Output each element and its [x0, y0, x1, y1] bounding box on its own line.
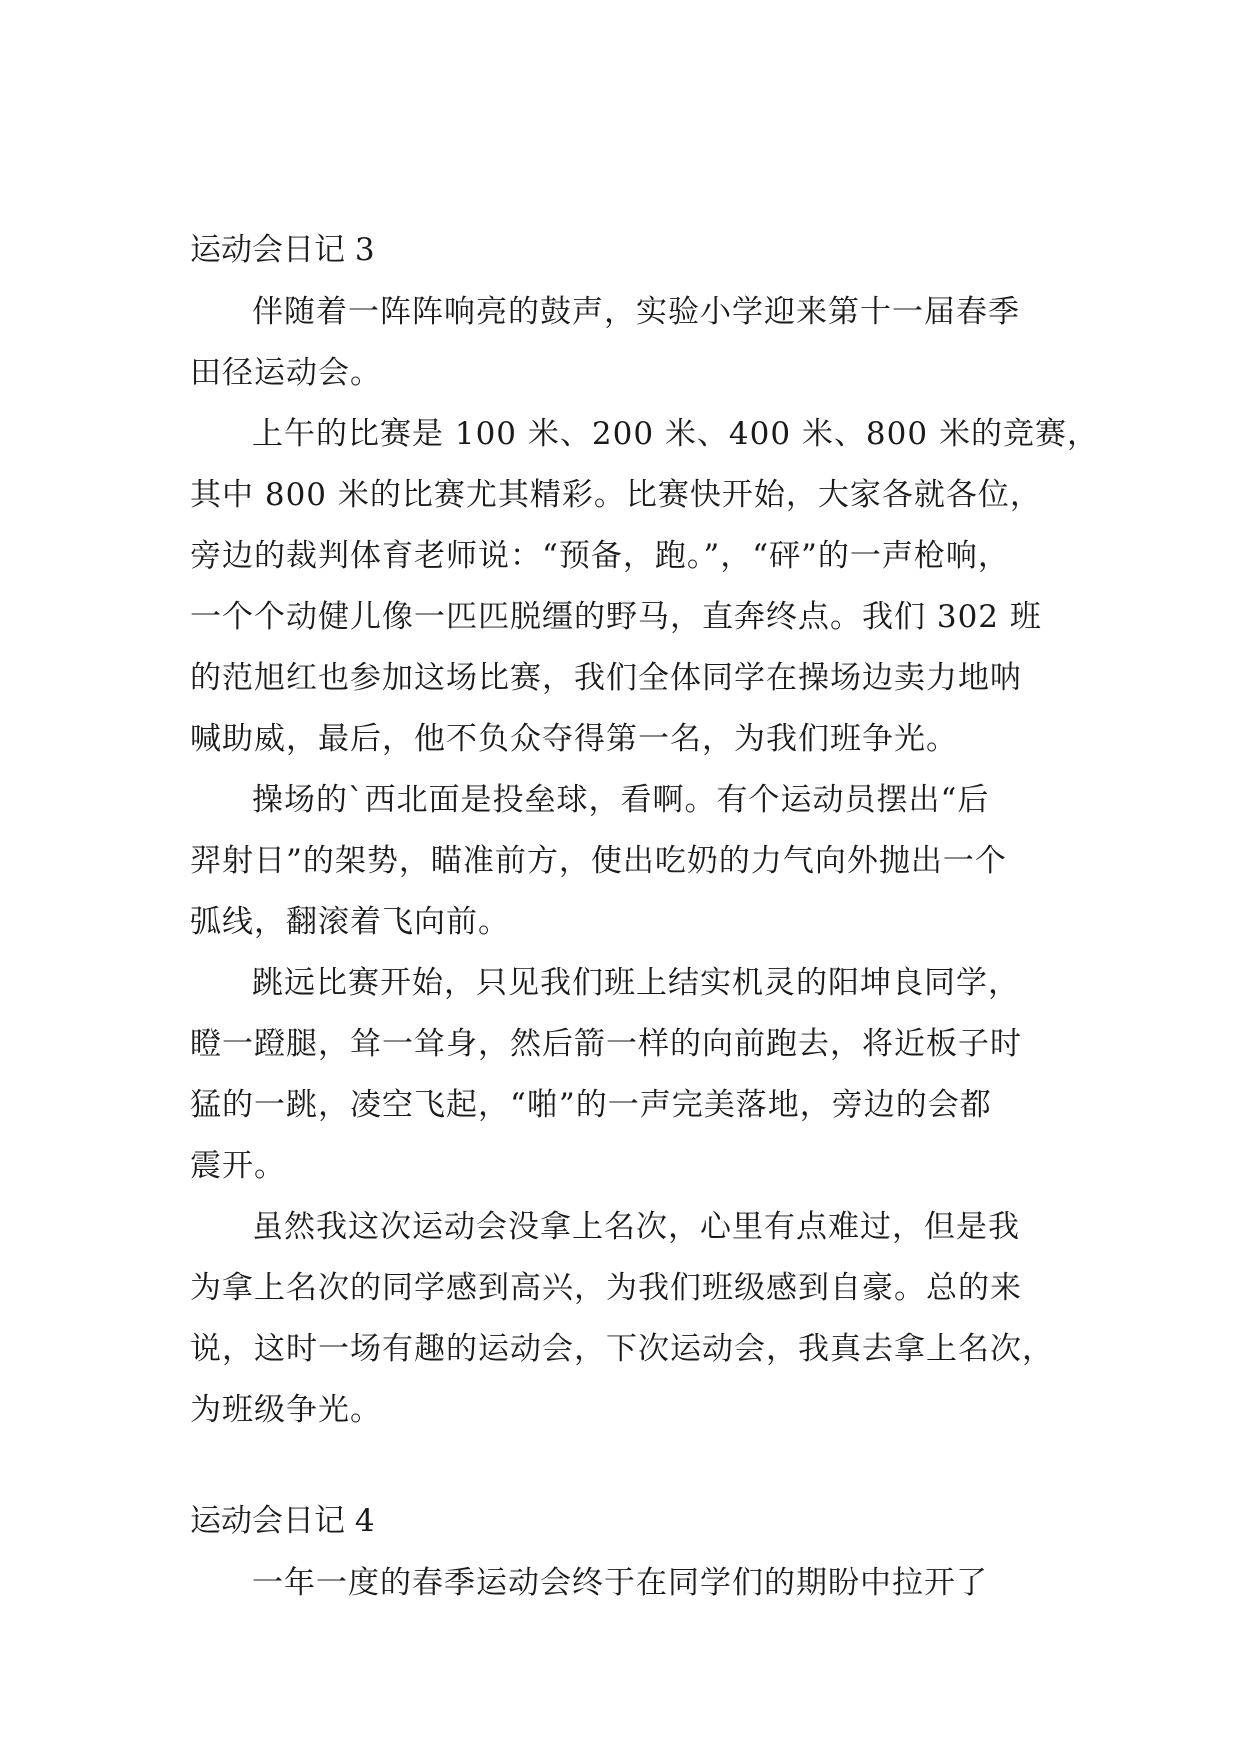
text-line: 瞪一蹬腿，耸一耸身，然后箭一样的向前跑去，将近板子时 — [190, 1026, 1022, 1062]
text-line: 虽然我这次运动会没拿上名次，心里有点难过，但是我 — [252, 1209, 1020, 1245]
text-line: 为班级争光。 — [190, 1392, 382, 1428]
text-line: 一个个动健儿像一匹匹脱缰的野马，直奔终点。我们 302 班 — [190, 599, 1042, 635]
text-line: 跳远比赛开始，只见我们班上结实机灵的阳坤良同学， — [252, 965, 1020, 1001]
text-line: 猛的一跳，凌空飞起，“啪”的一声完美落地，旁边的会都 — [190, 1087, 992, 1123]
section-title: 运动会日记 4 — [190, 1503, 375, 1539]
text-line: 旁边的裁判体育老师说：“预备，跑。”，“砰”的一声枪响， — [190, 538, 1010, 574]
paragraph — [190, 953, 1050, 1197]
text-line: 为拿上名次的同学感到高兴，为我们班级感到自豪。总的来 — [190, 1270, 1022, 1306]
paragraph — [190, 1197, 1054, 1441]
text-line: 震开。 — [190, 1148, 286, 1184]
text-line: 操场的`西北面是投垒球，看啊。有个运动员摆出“后 — [252, 782, 990, 818]
text-line: 说，这时一场有趣的运动会，下次运动会，我真去拿上名次， — [190, 1331, 1054, 1367]
section-gap — [190, 1441, 1050, 1489]
paragraph — [190, 1553, 1050, 1614]
paragraph — [190, 404, 1099, 770]
paragraph — [190, 770, 1050, 953]
text-line: 一年一度的春季运动会终于在同学们的期盼中拉开了 — [252, 1565, 988, 1601]
text-line: 上午的比赛是 100 米、200 米、400 米、800 米的竞赛， — [252, 416, 1099, 452]
text-line: 其中 800 米的比赛尤其精彩。比赛快开始，大家各就各位， — [190, 477, 1042, 513]
paragraph — [190, 282, 1050, 404]
document-content — [190, 218, 1099, 1614]
text-line: 伴随着一阵阵响亮的鼓声，实验小学迎来第十一届春季 — [252, 294, 1020, 330]
text-line: 的范旭红也参加这场比赛，我们全体同学在操场边卖力地呐 — [190, 660, 1022, 696]
text-line: 田径运动会。 — [190, 355, 382, 391]
text-line: 羿射日”的架势，瞄准前方，使出吃奶的力气向外抛出一个 — [190, 843, 1007, 879]
section-title: 运动会日记 3 — [190, 232, 375, 268]
text-line: 弧线，翻滚着飞向前。 — [190, 904, 510, 940]
text-line: 喊助威，最后，他不负众夺得第一名，为我们班争光。 — [190, 721, 958, 757]
